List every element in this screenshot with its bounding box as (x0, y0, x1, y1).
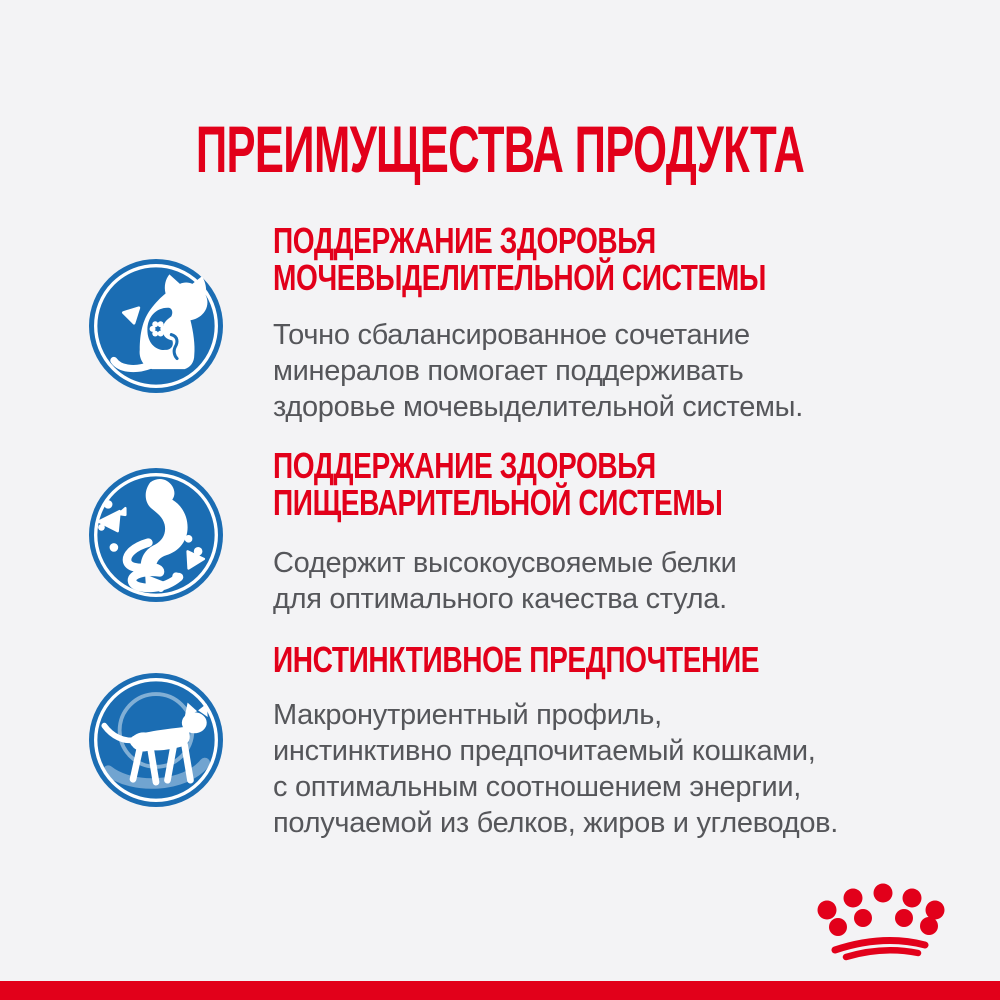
stomach-digestive-icon (89, 468, 223, 602)
royal-canin-crown-logo (812, 878, 948, 970)
section-heading: ПОДДЕРЖАНИЕ ЗДОРОВЬЯ ПИЩЕВАРИТЕЛЬНОЙ СИСТЕМЫ (273, 445, 723, 523)
section-body: Содержит высокоусвояемые белки для оптимального качества стула. (273, 547, 737, 615)
section-body: Макронутриентный профиль, инстинктивно предпочитаемый кошками, с оптимальным соотношением энергии, получаемой из белков, жиров и углеводов. (273, 699, 839, 839)
page-title: ПРЕИМУЩЕСТВА ПРОДУКТА (195, 112, 805, 186)
bottom-red-bar (0, 981, 1000, 1000)
section-heading: ИНСТИНКТИВНОЕ ПРЕДПОЧТЕНИЕ (273, 639, 760, 680)
section-body: Точно сбалансированное сочетание минералов помогает поддерживать здоровье мочевыделительной системы. (273, 319, 803, 423)
section-heading: ПОДДЕРЖАНИЕ ЗДОРОВЬЯ МОЧЕВЫДЕЛИТЕЛЬНОЙ СИСТЕМЫ (273, 220, 767, 298)
walking-cat-instinct-icon (89, 673, 223, 807)
cat-kidney-urinary-icon (89, 259, 223, 393)
